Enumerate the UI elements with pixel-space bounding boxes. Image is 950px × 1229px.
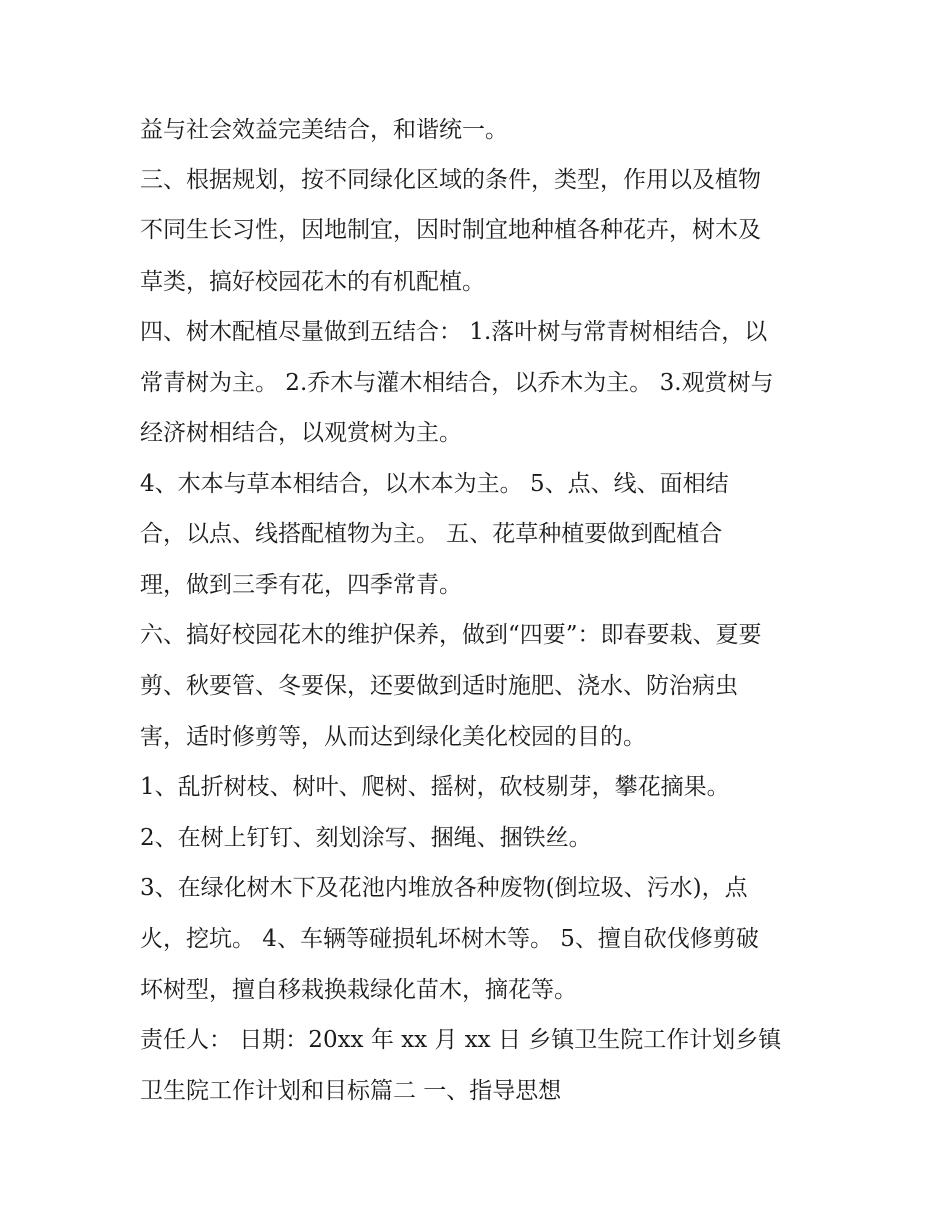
text-line: 理，做到三季有花，四季常青。	[140, 572, 462, 598]
text-line: 害，适时修剪等，从而达到绿化美化校园的目的。	[140, 724, 646, 750]
text-line: 坏树型，擅自移栽换栽绿化苗木，摘花等。	[140, 977, 577, 1003]
text-line: 合，以点、线搭配植物为主。 五、花草种植要做到配植合	[140, 521, 723, 547]
text-line: 4、木本与草本相结合，以木本为主。 5、点、线、面相结	[140, 471, 729, 497]
text-line: 常青树为主。 2.乔木与灌木相结合，以乔木为主。 3.观赏树与	[140, 370, 774, 396]
text-line: 四、树木配植尽量做到五结合： 1.落叶树与常青树相结合，以	[140, 319, 768, 345]
text-line: 三、根据规划，按不同绿化区域的条件，类型，作用以及植物	[140, 167, 761, 193]
text-line: 经济树相结合，以观赏树为主。	[140, 420, 462, 446]
text-line: 火，挖坑。 4、车辆等碰损轧坏树木等。 5、擅自砍伐修剪破	[140, 926, 759, 952]
text-line: 责任人： 日期：20xx 年 xx 月 xx 日 乡镇卫生院工作计划乡镇	[140, 1027, 782, 1053]
text-line: 1、乱折树枝、树叶、爬树、摇树，砍枝剔芽，攀花摘果。	[140, 774, 730, 800]
text-line: 卫生院工作计划和目标篇二 一、指导思想	[140, 1078, 562, 1104]
text-line: 益与社会效益完美结合，和谐统一。	[140, 117, 508, 143]
text-line: 不同生长习性，因地制宜，因时制宜地种植各种花卉，树木及	[140, 217, 761, 243]
text-line: 草类，搞好校园花木的有机配植。	[140, 269, 485, 295]
text-line: 剪、秋要管、冬要保，还要做到适时施肥、浇水、防治病虫	[140, 673, 738, 699]
text-line: 六、搞好校园花木的维护保养，做到“四要”：即春要栽、夏要	[140, 622, 762, 648]
text-line: 3、在绿化树木下及花池内堆放各种废物(倒垃圾、污水)，点	[140, 875, 748, 901]
text-line: 2、在树上钉钉、刻划涂写、捆绳、捆铁丝。	[140, 825, 592, 851]
